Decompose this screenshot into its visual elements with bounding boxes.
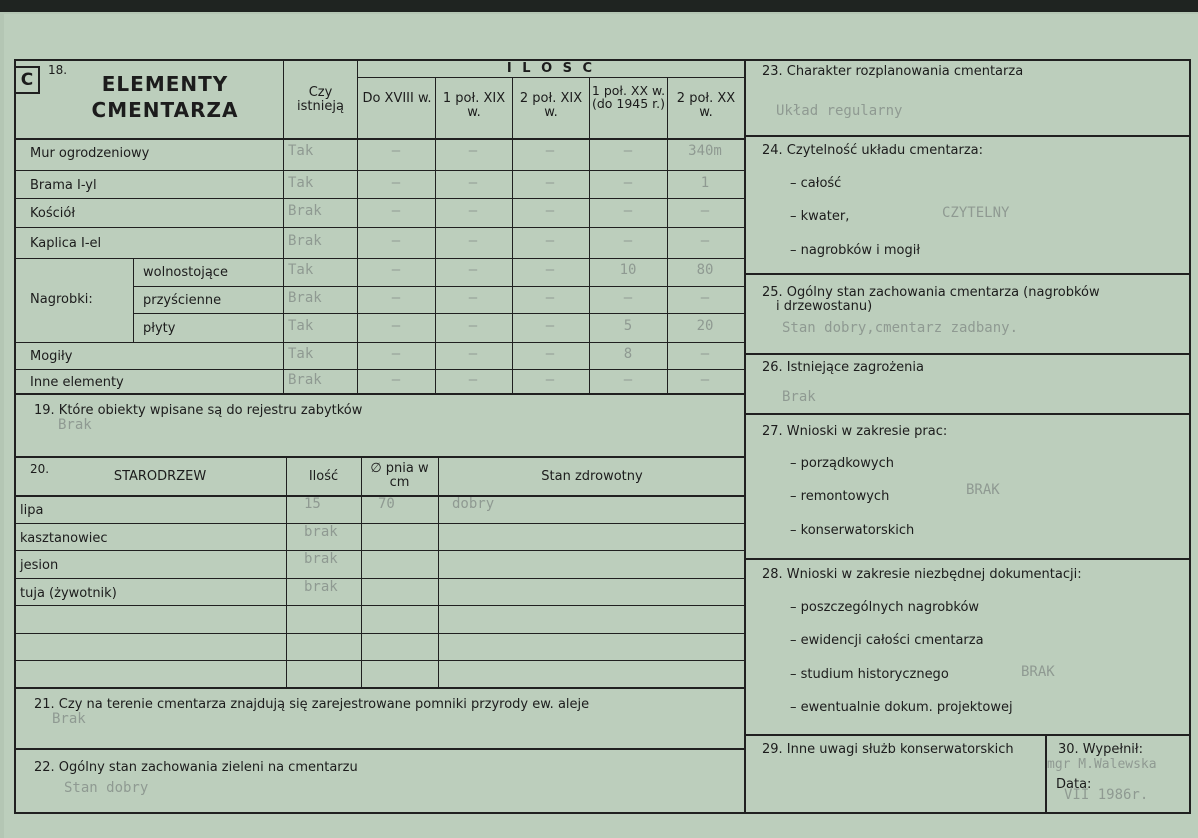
column-header-quantity: I L O Ś Ć bbox=[506, 61, 596, 76]
section-25-label-line2: i drzewostanu) bbox=[776, 299, 873, 314]
section-30-date-label: Data: bbox=[1056, 777, 1092, 792]
element-row-value: – bbox=[545, 318, 555, 334]
column-header-2-pol-xx: 2 poł. XX w. bbox=[676, 91, 736, 120]
section-21-label: 21. Czy na terenie cmentarza znajdują się zarejestrowane pomniki przyrody ew. aleje bbox=[34, 697, 590, 712]
section-18-number: 18. bbox=[48, 63, 68, 77]
element-row-value: – bbox=[545, 372, 555, 388]
element-row-value: 8 bbox=[623, 346, 633, 362]
tree-row-girth: 70 bbox=[378, 496, 395, 512]
section-28-label: 28. Wnioski w zakresie niezbędnej dokumentacji: bbox=[762, 567, 1082, 582]
element-row-value: – bbox=[623, 290, 633, 306]
element-row-value: – bbox=[623, 143, 633, 159]
section-30-date-value: VII 1986r. bbox=[1064, 787, 1149, 803]
element-row-value: – bbox=[468, 203, 478, 219]
section-27-item-porzadkowych: – porządkowych bbox=[790, 456, 894, 471]
element-row-value: 5 bbox=[623, 318, 633, 334]
element-row-value: 80 bbox=[696, 262, 714, 278]
element-row-label: Mogiły bbox=[30, 349, 73, 364]
element-row-label: Brama I-yl bbox=[30, 178, 97, 193]
element-row-exists: Tak bbox=[288, 143, 314, 159]
element-row-value: – bbox=[700, 203, 710, 219]
tree-row-quantity: brak bbox=[304, 524, 338, 540]
section-23-value: Układ regularny bbox=[776, 103, 903, 119]
element-row-value: – bbox=[545, 203, 555, 219]
element-row-value: – bbox=[391, 262, 401, 278]
scan-top-band bbox=[0, 0, 1198, 12]
element-row-value: – bbox=[623, 233, 633, 249]
element-row-value: – bbox=[391, 318, 401, 334]
element-row-value: – bbox=[545, 143, 555, 159]
column-header-2-pol-xix: 2 poł. XIX w. bbox=[519, 91, 583, 120]
element-row-value: – bbox=[545, 233, 555, 249]
element-row-value: – bbox=[391, 175, 401, 191]
element-row-value: – bbox=[391, 372, 401, 388]
element-row-exists: Brak bbox=[288, 372, 322, 388]
element-row-label: płyty bbox=[143, 321, 176, 336]
element-row-value: – bbox=[545, 175, 555, 191]
column-header-quantity-trees: Ilość bbox=[308, 469, 339, 484]
section-18-title-line2: CMENTARZA bbox=[91, 98, 239, 122]
tree-row-health: dobry bbox=[452, 496, 495, 512]
tree-row-name: tuja (żywotnik) bbox=[20, 586, 117, 601]
column-header-exists: Czy istnieją bbox=[297, 85, 344, 114]
section-22-label: 22. Ogólny stan zachowania zieleni na cmentarzu bbox=[34, 760, 358, 775]
section-28-item-ewidencji: – ewidencji całości cmentarza bbox=[790, 633, 984, 648]
column-header-1-pol-xix: 1 poł. XIX w. bbox=[442, 91, 506, 120]
element-row-value: – bbox=[468, 233, 478, 249]
column-header-1-pol-xx: 1 poł. XX w. (do 1945 r.) bbox=[591, 83, 666, 112]
element-row-value: 1 bbox=[700, 175, 710, 191]
element-row-value: – bbox=[623, 372, 633, 388]
card-letter-box: C bbox=[14, 66, 40, 94]
section-29-label: 29. Inne uwagi służb konserwatorskich bbox=[762, 742, 1014, 757]
section-27-item-remontowych: – remontowych bbox=[790, 489, 890, 504]
section-22-value: Stan dobry bbox=[64, 780, 149, 796]
element-row-label: przyścienne bbox=[143, 293, 222, 308]
nagrobki-group-label: Nagrobki: bbox=[30, 292, 93, 307]
element-row-value: – bbox=[468, 346, 478, 362]
section-24-item-kwater: – kwater, bbox=[790, 209, 850, 224]
column-header-trunk-girth: ∅ pnia w cm bbox=[370, 461, 429, 490]
section-28-item-projektowej: – ewentualnie dokum. projektowej bbox=[790, 700, 1013, 715]
section-24-label: 24. Czytelność układu cmentarza: bbox=[762, 143, 984, 158]
element-row-label: Mur ogrodzeniowy bbox=[30, 146, 150, 161]
element-row-value: – bbox=[700, 233, 710, 249]
element-row-label: wolnostojące bbox=[143, 265, 228, 280]
element-row-value: – bbox=[391, 346, 401, 362]
section-28-item-studium: – studium historycznego bbox=[790, 667, 949, 682]
element-row-value: – bbox=[391, 143, 401, 159]
section-28-item-nagrobkow: – poszczególnych nagrobków bbox=[790, 600, 980, 615]
section-19-label: 19. Które obiekty wpisane są do rejestru zabytków bbox=[34, 403, 363, 418]
element-row-exists: Brak bbox=[288, 203, 322, 219]
element-row-value: – bbox=[391, 203, 401, 219]
section-26-label: 26. Istniejące zagrożenia bbox=[762, 360, 924, 375]
element-row-value: – bbox=[468, 290, 478, 306]
element-row-exists: Tak bbox=[288, 262, 314, 278]
element-row-value: – bbox=[468, 262, 478, 278]
section-20-title: STARODRZEW bbox=[113, 469, 207, 484]
section-24-item-calosc: – całość bbox=[790, 176, 842, 191]
element-row-exists: Tak bbox=[288, 346, 314, 362]
section-18-title-line1: ELEMENTY bbox=[101, 72, 229, 96]
element-row-value: – bbox=[545, 262, 555, 278]
element-row-value: – bbox=[545, 290, 555, 306]
element-row-value: – bbox=[468, 372, 478, 388]
element-row-value: – bbox=[700, 290, 710, 306]
section-20-number: 20. bbox=[30, 462, 50, 476]
section-24-value: CZYTELNY bbox=[942, 205, 1010, 221]
tree-row-name: kasztanowiec bbox=[20, 531, 108, 546]
section-26-value: Brak bbox=[782, 389, 816, 405]
element-row-value: – bbox=[545, 346, 555, 362]
column-header-do-xviii: Do XVIII w. bbox=[362, 91, 432, 106]
element-row-exists: Brak bbox=[288, 290, 322, 306]
element-row-value: – bbox=[700, 372, 710, 388]
element-row-value: – bbox=[391, 290, 401, 306]
element-row-value: – bbox=[623, 175, 633, 191]
section-21-value: Brak bbox=[52, 711, 86, 727]
element-row-exists: Tak bbox=[288, 175, 314, 191]
section-30-label: 30. Wypełnił: bbox=[1058, 742, 1143, 757]
element-row-value: – bbox=[468, 143, 478, 159]
section-28-value: BRAK bbox=[1021, 664, 1055, 680]
element-row-value: – bbox=[468, 318, 478, 334]
section-27-label: 27. Wnioski w zakresie prac: bbox=[762, 424, 948, 439]
tree-row-name: lipa bbox=[20, 503, 44, 518]
column-header-health: Stan zdrowotny bbox=[541, 469, 643, 484]
element-row-value: 20 bbox=[696, 318, 714, 334]
element-row-value: 10 bbox=[619, 262, 637, 278]
element-row-value: – bbox=[391, 233, 401, 249]
section-19-value: Brak bbox=[58, 417, 92, 433]
tree-row-name: jesion bbox=[20, 558, 59, 573]
section-27-item-konserwatorskich: – konserwatorskich bbox=[790, 523, 915, 538]
element-row-value: 340m bbox=[688, 143, 722, 159]
section-25-value: Stan dobry,cmentarz zadbany. bbox=[782, 320, 1019, 336]
element-row-value: – bbox=[700, 346, 710, 362]
element-row-exists: Brak bbox=[288, 233, 322, 249]
section-24-item-nagrobkow: – nagrobków i mogił bbox=[790, 243, 921, 258]
element-row-exists: Tak bbox=[288, 318, 314, 334]
section-25-label-line1: 25. Ogólny stan zachowania cmentarza (nagrobków bbox=[762, 285, 1100, 300]
tree-row-quantity: 15 bbox=[304, 496, 321, 512]
element-row-value: – bbox=[623, 203, 633, 219]
section-27-value: BRAK bbox=[966, 482, 1000, 498]
element-row-label: Kaplica I-el bbox=[30, 236, 102, 251]
tree-row-quantity: brak bbox=[304, 551, 338, 567]
element-row-value: – bbox=[468, 175, 478, 191]
element-row-label: Kościół bbox=[30, 206, 76, 221]
section-23-label: 23. Charakter rozplanowania cmentarza bbox=[762, 64, 1024, 79]
tree-row-quantity: brak bbox=[304, 579, 338, 595]
section-30-value: mgr M.Walewska bbox=[1047, 757, 1157, 772]
element-row-label: Inne elementy bbox=[30, 375, 124, 390]
